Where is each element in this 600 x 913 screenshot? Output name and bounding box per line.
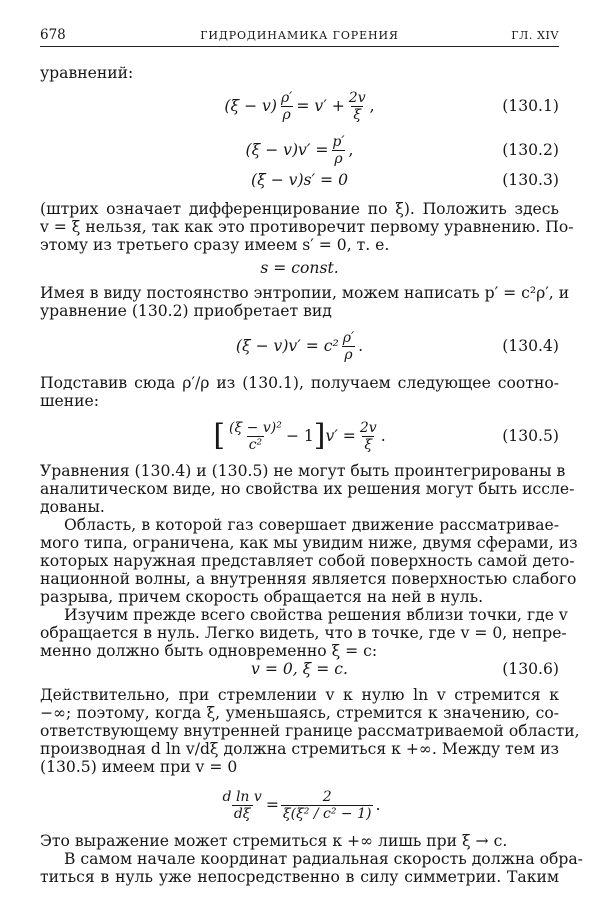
text-line: (130.5) имеем при v = 0 [40, 758, 238, 776]
text-line: (штрих означает дифференцирование по ξ). Положить здесь [40, 200, 559, 218]
text-line: Уравнения (130.4) и (130.5) не могут быть проинтегрированы в [40, 462, 566, 480]
text-line: дованы. [40, 498, 105, 516]
text-line: Изучим прежде всего свойства решения вблизи точки, где v [64, 606, 568, 624]
text-line: менно должно быть одновременно ξ = c: [40, 642, 378, 660]
equation-number: (130.3) [502, 171, 559, 189]
text-line: ответствующему внутренней границе рассматриваемой области, [40, 722, 580, 740]
equation-number: (130.5) [502, 427, 559, 445]
equation-130-3: (ξ − v)s′ = 0 (130.3) [251, 171, 559, 189]
equation-number: (130.2) [502, 141, 559, 159]
text-line: мого типа, ограничена, как мы увидим ниже, двумя сферами, из [40, 534, 578, 552]
text-line: уравнение (130.2) приобретает вид [40, 302, 332, 320]
page-number: 678 [40, 27, 66, 43]
equation-130-5: [ $\frac{\text{(ξ − v)²}}{\text{c²}}$ − 1 ] v′ = $\frac{2v}{\xi}$ . (130.5) [213, 418, 559, 453]
eq-lhs: (ξ − v) [224, 97, 277, 115]
eq-mid: = v′ + [296, 97, 345, 115]
text-line: Область, в которой газ совершает движение рассматривае- [64, 516, 559, 534]
eq-lhs: (ξ − v)v′ = c² [235, 337, 339, 355]
equation-number: (130.6) [502, 660, 559, 678]
equation-number: (130.1) [502, 97, 559, 115]
text-line: которых наружная представляет собой поверхность самой дето- [40, 552, 575, 570]
equation-130-2: (ξ − v)v′ = $\frac{p'}{\rho}$ , (130.2) [245, 133, 559, 167]
fraction: $\frac{2v}{\xi}$ [359, 419, 377, 453]
eq-lhs: (ξ − v)v′ = [245, 141, 329, 159]
text-line: обращается в нуль. Легко видеть, что в точке, где v = 0, непре- [40, 624, 567, 642]
text-line: разрыва, причем скорость обращается на ней в нуль. [40, 588, 484, 606]
fraction: $\frac{2}{\text{ξ(ξ² / c² − 1)}}$ [282, 788, 372, 822]
text-line: производная d ln v/dξ должна стремиться к +∞. Между тем из [40, 740, 559, 758]
equation-s-const: s = const. [260, 259, 339, 277]
text-line: уравнений: [40, 64, 134, 82]
equation-130-1: (ξ − v) $\frac{\rho'}{\rho}$ = v′ + $\frac{2v}{\xi}$ , (130.1) [224, 89, 559, 123]
book-page [40, 26, 583, 886]
text-line: национной волны, а внутренняя является поверхностью слабого [40, 570, 577, 588]
running-title: ГИДРОДИНАМИКА ГОРЕНИЯ [200, 29, 399, 42]
equation-dlnv: $\frac{\text{d ln v}}{d\xi}$ = $\frac{2}{\text{ξ(ξ² / c² − 1)}}$ . [222, 788, 381, 822]
equation-130-4: (ξ − v)v′ = c² $\frac{\rho'}{\rho}$ . (130.4) [235, 329, 559, 363]
chapter-label: ГЛ. XIV [511, 29, 559, 42]
text-line: аналитическом виде, но свойства их решения могут быть иссле- [40, 480, 575, 498]
text-line: титься в нуль уже непосредственно в силу симметрии. Таким [40, 868, 559, 886]
fraction: $\frac{\rho'}{\rho}$ [342, 329, 355, 363]
text-line: Это выражение может стремиться к +∞ лишь при ξ → c. [40, 832, 508, 850]
running-header [40, 26, 559, 47]
equation-130-6: v = 0, ξ = c. (130.6) [251, 660, 559, 678]
fraction: $\frac{p'}{\rho}$ [332, 133, 345, 167]
text-line: шение: [40, 392, 99, 410]
text-line: −∞; поэтому, когда ξ, уменьшаясь, стремится к значению, со- [40, 704, 559, 722]
fraction: $\frac{\text{d ln v}}{d\xi}$ [222, 788, 262, 822]
fraction: $\frac{\text{(ξ − v)²}}{\text{c²}}$ [229, 419, 282, 453]
fraction: $\frac{\rho'}{\rho}$ [280, 89, 293, 123]
equation-number: (130.4) [502, 337, 559, 355]
text-line: v = ξ нельзя, так как это противоречит первому уравнению. По- [40, 218, 574, 236]
text-line: этому из третьего сразу имеем s′ = 0, т. е. [40, 236, 390, 254]
fraction: $\frac{2v}{\xi}$ [348, 89, 366, 123]
text-line: Имея в виду постоянство энтропии, можем написать p′ = c²ρ′, и [40, 284, 570, 302]
text-line: Подставив сюда ρ′/ρ из (130.1), получаем следующее соотно- [40, 374, 559, 392]
text-line: Действительно, при стремлении v к нулю ln v стремится к [40, 686, 559, 704]
text-line: В самом начале координат радиальная скорость должна обра- [64, 850, 583, 868]
